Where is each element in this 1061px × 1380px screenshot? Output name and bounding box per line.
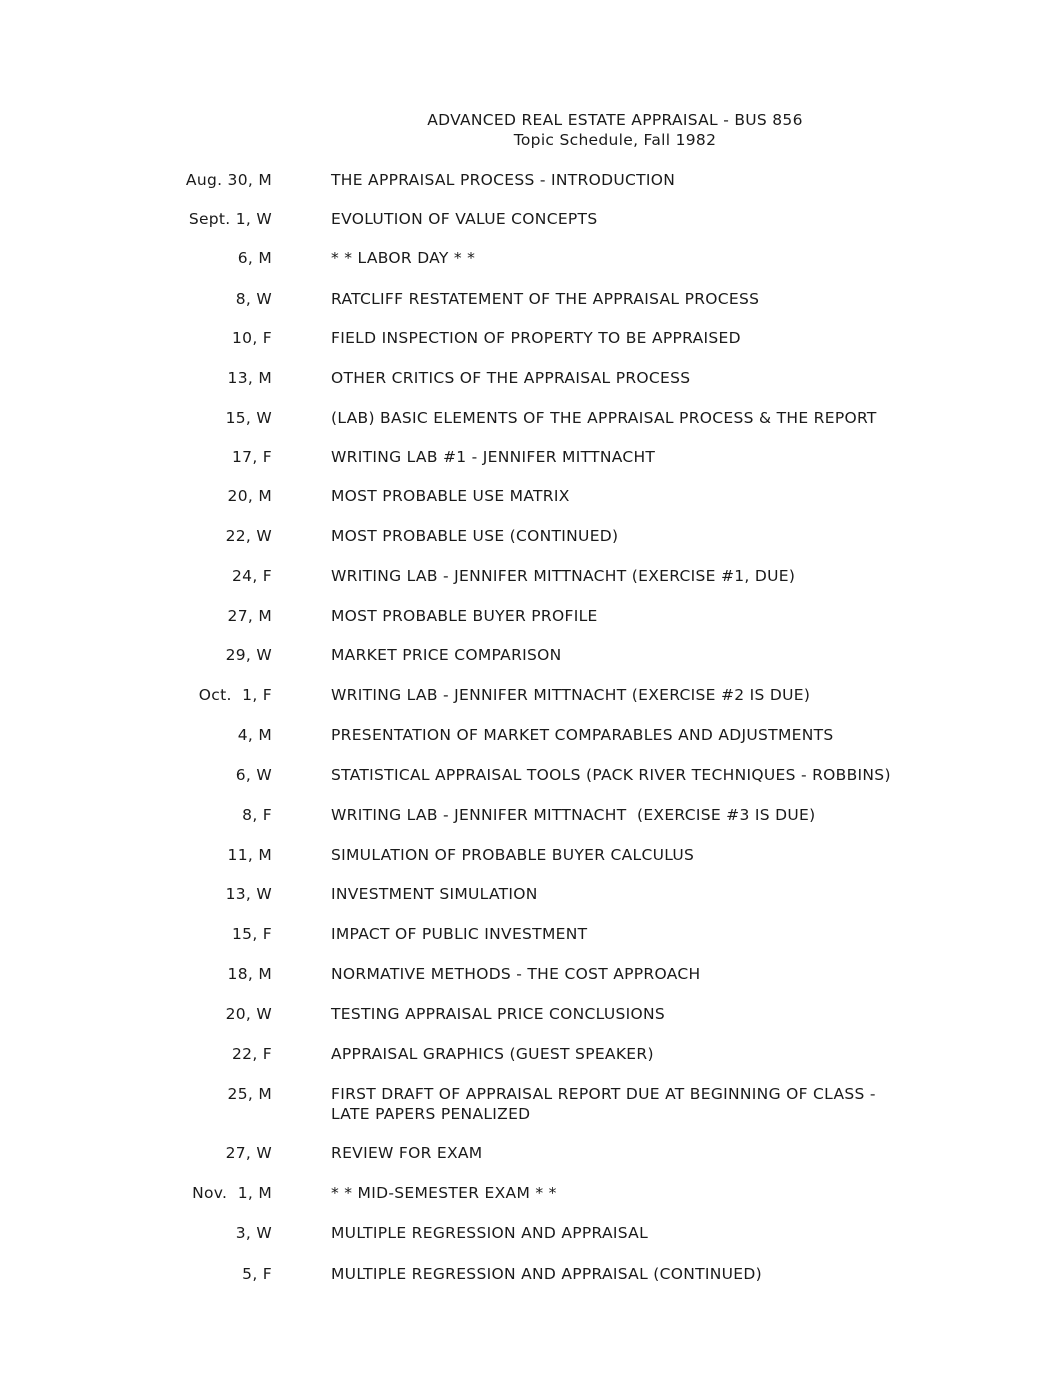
schedule-row xyxy=(0,486,1061,526)
course-title: ADVANCED REAL ESTATE APPRAISAL - BUS 856 xyxy=(427,111,803,129)
schedule-row xyxy=(0,170,1061,210)
schedule-topic: MOST PROBABLE BUYER PROFILE xyxy=(331,607,598,625)
schedule-topic: OTHER CRITICS OF THE APPRAISAL PROCESS xyxy=(331,369,691,387)
schedule-date: 20, M xyxy=(227,487,272,505)
schedule-row xyxy=(0,209,1061,249)
schedule-topic: MARKET PRICE COMPARISON xyxy=(331,646,562,664)
schedule-date: 8, F xyxy=(242,806,272,824)
schedule-row xyxy=(0,606,1061,646)
schedule-date: 6, W xyxy=(235,766,272,784)
schedule-date: 29, W xyxy=(225,646,272,664)
schedule-date: 27, M xyxy=(227,607,272,625)
schedule-topic: MULTIPLE REGRESSION AND APPRAISAL xyxy=(331,1224,649,1242)
schedule-topic: WRITING LAB - JENNIFER MITTNACHT (EXERCISE #3 IS DUE) xyxy=(331,806,816,824)
schedule-row xyxy=(0,1044,1061,1084)
schedule-topic: (LAB) BASIC ELEMENTS OF THE APPRAISAL PROCESS & THE REPORT xyxy=(331,409,877,427)
schedule-row xyxy=(0,566,1061,606)
schedule-date: 5, F xyxy=(242,1265,272,1283)
schedule-row xyxy=(0,248,1061,288)
schedule-topic: WRITING LAB - JENNIFER MITTNACHT (EXERCISE #1, DUE) xyxy=(331,567,796,585)
schedule-row xyxy=(0,884,1061,924)
schedule-date: 3, W xyxy=(235,1224,272,1242)
schedule-row xyxy=(0,289,1061,329)
schedule-date: 13, W xyxy=(225,885,272,903)
schedule-topic: WRITING LAB #1 - JENNIFER MITTNACHT xyxy=(331,448,656,466)
schedule-row xyxy=(0,685,1061,725)
schedule-date: 11, M xyxy=(227,846,272,864)
schedule-row xyxy=(0,368,1061,408)
schedule-date: 17, F xyxy=(232,448,272,466)
schedule-topic: NORMATIVE METHODS - THE COST APPROACH xyxy=(331,965,701,983)
schedule-row xyxy=(0,447,1061,487)
schedule-topic: WRITING LAB - JENNIFER MITTNACHT (EXERCISE #2 IS DUE) xyxy=(331,686,811,704)
schedule-topic: * * LABOR DAY * * xyxy=(331,249,476,267)
schedule-date: 20, W xyxy=(225,1005,272,1023)
schedule-topic: TESTING APPRAISAL PRICE CONCLUSIONS xyxy=(331,1005,666,1023)
schedule-date: 15, F xyxy=(232,925,272,943)
schedule-topic: MOST PROBABLE USE MATRIX xyxy=(331,487,570,505)
schedule-row xyxy=(0,1004,1061,1044)
schedule-topic: STATISTICAL APPRAISAL TOOLS (PACK RIVER TECHNIQUES - ROBBINS) xyxy=(331,766,891,784)
schedule-date: Oct. 1, F xyxy=(198,686,272,704)
schedule-topic: * * MID-SEMESTER EXAM * * xyxy=(331,1184,557,1202)
schedule-topic: EVOLUTION OF VALUE CONCEPTS xyxy=(331,210,598,228)
schedule-date: 10, F xyxy=(232,329,272,347)
document-header xyxy=(380,110,850,150)
schedule-topic: MOST PROBABLE USE (CONTINUED) xyxy=(331,527,619,545)
schedule-topic: FIELD INSPECTION OF PROPERTY TO BE APPRAISED xyxy=(331,329,741,347)
schedule-topic: INVESTMENT SIMULATION xyxy=(331,885,538,903)
schedule-row xyxy=(0,328,1061,368)
schedule-date: 22, F xyxy=(232,1045,272,1063)
schedule-topic: FIRST DRAFT OF APPRAISAL REPORT DUE AT BEGINNING OF CLASS - LATE PAPERS PENALIZED xyxy=(331,1085,876,1123)
schedule-topic: THE APPRAISAL PROCESS - INTRODUCTION xyxy=(331,171,676,189)
schedule-date: 4, M xyxy=(237,726,272,744)
schedule-date: 13, M xyxy=(227,369,272,387)
schedule-subtitle: Topic Schedule, Fall 1982 xyxy=(513,131,717,149)
schedule-date: 27, W xyxy=(225,1144,272,1162)
schedule-date: 18, M xyxy=(227,965,272,983)
schedule-date: Nov. 1, M xyxy=(192,1184,272,1202)
schedule-topic: MULTIPLE REGRESSION AND APPRAISAL (CONTINUED) xyxy=(331,1265,762,1283)
schedule-date: Aug. 30, M xyxy=(185,171,272,189)
schedule-row xyxy=(0,1143,1061,1183)
schedule-date: Sept. 1, W xyxy=(188,210,272,228)
schedule-row xyxy=(0,964,1061,1004)
schedule-row xyxy=(0,1264,1061,1304)
schedule-row xyxy=(0,1084,1061,1124)
schedule-date: 22, W xyxy=(225,527,272,545)
schedule-topic: APPRAISAL GRAPHICS (GUEST SPEAKER) xyxy=(331,1045,654,1063)
schedule-topic: RATCLIFF RESTATEMENT OF THE APPRAISAL PROCESS xyxy=(331,290,760,308)
schedule-row xyxy=(0,805,1061,845)
schedule-row xyxy=(0,1223,1061,1263)
schedule-row xyxy=(0,1183,1061,1223)
schedule-topic: REVIEW FOR EXAM xyxy=(331,1144,483,1162)
schedule-date: 6, M xyxy=(237,249,272,267)
schedule-topic: IMPACT OF PUBLIC INVESTMENT xyxy=(331,925,588,943)
schedule-row xyxy=(0,845,1061,885)
schedule-date: 25, M xyxy=(227,1085,272,1103)
schedule-row xyxy=(0,765,1061,805)
schedule-row xyxy=(0,645,1061,685)
schedule-row xyxy=(0,725,1061,765)
schedule-date: 8, W xyxy=(235,290,272,308)
schedule-row xyxy=(0,526,1061,566)
schedule-date: 24, F xyxy=(232,567,272,585)
schedule-date: 15, W xyxy=(225,409,272,427)
schedule-topic: PRESENTATION OF MARKET COMPARABLES AND ADJUSTMENTS xyxy=(331,726,834,744)
schedule-topic: SIMULATION OF PROBABLE BUYER CALCULUS xyxy=(331,846,695,864)
schedule-row xyxy=(0,924,1061,964)
schedule-row xyxy=(0,408,1061,448)
